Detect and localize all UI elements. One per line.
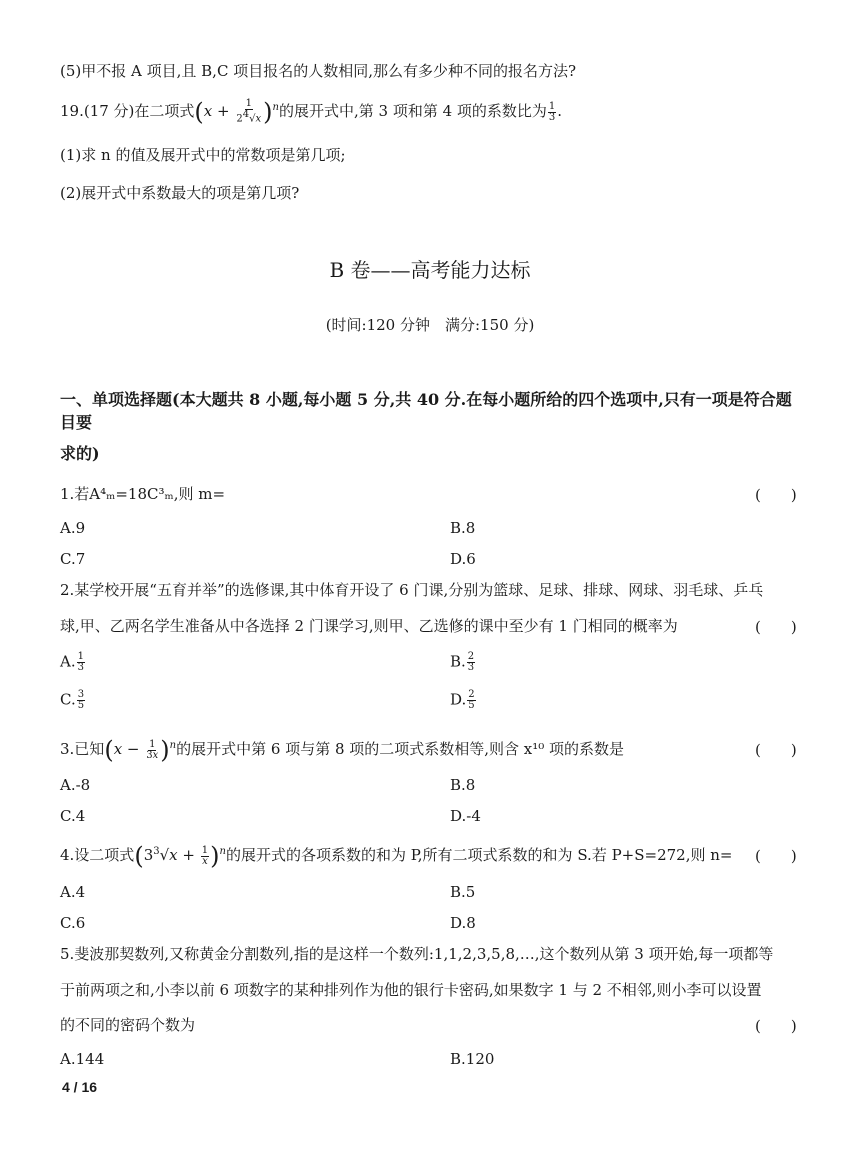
q2-option-b: B. $\frac{2}{3}$ bbox=[450, 651, 475, 673]
q5-option-b: B.120 bbox=[450, 1050, 495, 1068]
part-b-title: B 卷——高考能力达标 bbox=[329, 258, 531, 282]
section1-heading-line1: 一、单项选择题(本大题共 8 小题,每小题 5 分,共 40 分.在每小题所给的四个选项中,只有一项是符合题目要 bbox=[60, 390, 792, 432]
q4-stem: 4.设二项式($3^3√x$ + $\frac{1}{x}$ )$^n$的展开式的各项系数的和为 P,所有二项式系数的和为 S.若 P+S=272,则 n= bbox=[60, 842, 733, 870]
q2-answer-blank: ( ) bbox=[755, 618, 797, 636]
q4-answer-blank: ( ) bbox=[755, 847, 797, 865]
q18-part5: (5)甲不报 A 项目,且 B,C 项目报名的人数相同,那么有多少种不同的报名方法? bbox=[60, 62, 577, 80]
q2-stem-line2: 球,甲、乙两名学生准备从中各选择 2 门课学习,则甲、乙选修的课中至少有 1 门相同的概率为 bbox=[60, 617, 678, 635]
q5-answer-blank: ( ) bbox=[755, 1017, 797, 1035]
q5-option-a: A.144 bbox=[60, 1050, 105, 1068]
q19-suffix: 的展开式中,第 3 项和第 4 项的系数比为 bbox=[278, 102, 547, 120]
q4-option-c: C.6 bbox=[60, 914, 86, 932]
q19-stem: 19.(17 分)在二项式(x + $\frac{1}{2^4√x}$ )$^n$的展开式中,第 3 项和第 4 项的系数比为 $\frac{1}{3}$ . bbox=[60, 98, 563, 126]
q5-stem-line2: 于前两项之和,小李以前 6 项数字的某种排列作为他的银行卡密码,如果数字 1 与 2 不相邻,则小李可以设置 bbox=[60, 981, 762, 999]
q2-stem-line1: 2.某学校开展“五育并举”的选修课,其中体育开设了 6 门课,分别为篮球、足球、排球、网球、羽毛球、乒乓 bbox=[60, 581, 764, 599]
q3-option-d: D.-4 bbox=[450, 807, 481, 825]
q2-option-c: C. $\frac{3}{5}$ bbox=[60, 689, 85, 711]
q1-option-c: C.7 bbox=[60, 550, 86, 568]
q1-answer-blank: ( ) bbox=[755, 486, 797, 504]
q4-option-d: D.8 bbox=[450, 914, 476, 932]
q5-stem-line1: 5.斐波那契数列,又称黄金分割数列,指的是这样一个数列:1,1,2,3,5,8,…,这个数列从第 3 项开始,每一项都等 bbox=[60, 945, 774, 963]
q1-stem: 1.若A⁴ₘ=18C³ₘ,则 m= bbox=[60, 485, 226, 503]
section1-heading-line2: 求的) bbox=[60, 444, 100, 463]
q3-option-b: B.8 bbox=[450, 776, 476, 794]
q2-option-a: A. $\frac{1}{3}$ bbox=[60, 651, 84, 673]
q19-part2: (2)展开式中系数最大的项是第几项? bbox=[60, 184, 300, 202]
q2-option-d: D. $\frac{2}{5}$ bbox=[450, 689, 475, 711]
q3-option-a: A.-8 bbox=[60, 776, 91, 794]
q4-option-b: B.5 bbox=[450, 883, 476, 901]
q3-stem: 3.已知(x − $\frac{1}{3x}$ )$^n$的展开式中第 6 项与第 8 项的二项式系数相等,则含 x¹⁰ 项的系数是 bbox=[60, 736, 625, 764]
part-b-time-info: (时间:120 分钟 满分:150 分) bbox=[325, 316, 535, 334]
q5-stem-line3: 的不同的密码个数为 bbox=[60, 1016, 196, 1034]
q3-answer-blank: ( ) bbox=[755, 741, 797, 759]
page-number: 4 / 16 bbox=[62, 1079, 98, 1095]
q1-option-d: D.6 bbox=[450, 550, 476, 568]
q4-option-a: A.4 bbox=[60, 883, 86, 901]
q1-option-a: A.9 bbox=[60, 519, 86, 537]
q1-option-b: B.8 bbox=[450, 519, 476, 537]
q19-part1: (1)求 n 的值及展开式中的常数项是第几项; bbox=[60, 146, 346, 164]
q19-ratio: $\frac{1}{3}$ bbox=[548, 100, 556, 123]
q3-option-c: C.4 bbox=[60, 807, 86, 825]
q19-prefix: 19.(17 分)在二项式 bbox=[60, 102, 195, 120]
